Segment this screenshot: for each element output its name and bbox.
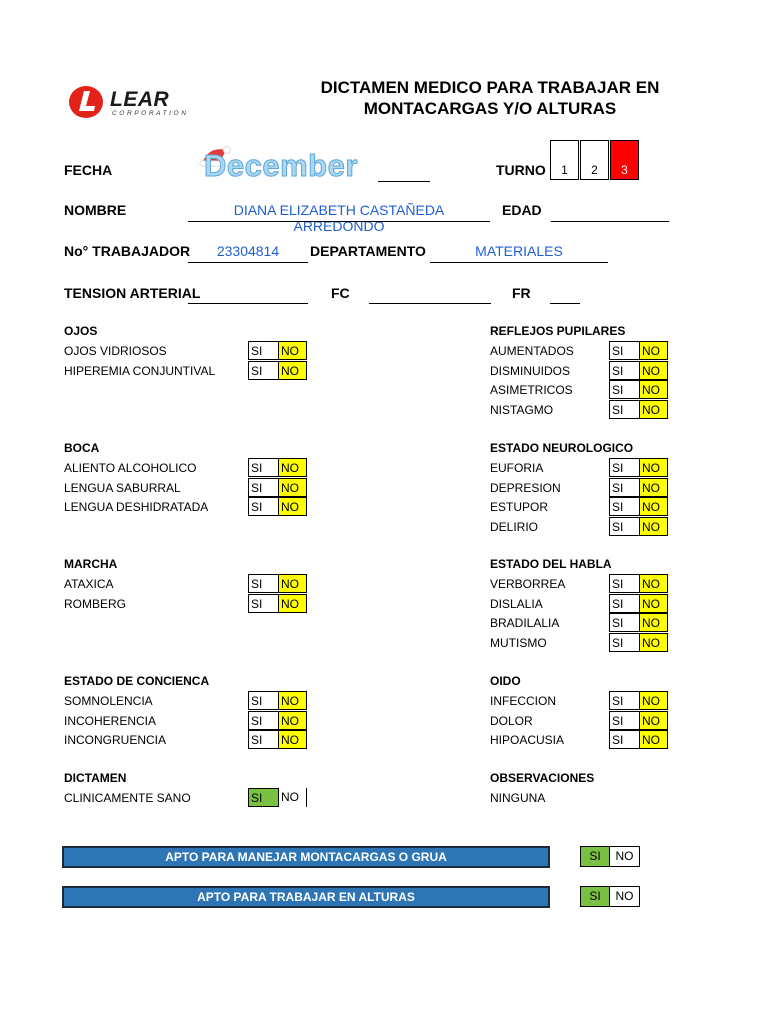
document-title-line2: MONTACARGAS Y/O ALTURAS [363, 99, 617, 118]
checklist-item-label: DISMINUIDOS [490, 363, 571, 378]
checklist-item-label: MUTISMO [490, 635, 547, 650]
si-checkbox[interactable]: SI [609, 478, 639, 497]
trabajador-underline [188, 262, 308, 263]
turno-option-2[interactable] [580, 140, 609, 180]
section-title: BOCA [64, 441, 100, 455]
si-checkbox[interactable]: SI [248, 730, 278, 749]
fecha-value: December [204, 148, 358, 183]
si-checkbox[interactable]: SI [609, 341, 639, 360]
document-title-line1: DICTAMEN MEDICO PARA TRABAJAR EN [320, 78, 660, 97]
nombre-underline [188, 221, 490, 222]
fecha-value-field[interactable] [198, 144, 378, 184]
checklist-item-label: NINGUNA [490, 791, 546, 805]
no-checkbox[interactable]: NO [639, 711, 668, 730]
logo-subtext: CORPORATION [112, 110, 189, 117]
no-checkbox[interactable]: NO [639, 380, 668, 399]
no-checkbox[interactable]: NO [639, 458, 668, 477]
section-title: MARCHA [64, 557, 118, 571]
tension-field[interactable] [188, 303, 308, 304]
checklist-item-label: ROMBERG [64, 596, 127, 611]
fr-field[interactable] [550, 303, 580, 304]
si-checkbox[interactable]: SI [609, 711, 639, 730]
section-title: OJOS [64, 324, 98, 338]
turno-option-3[interactable] [610, 140, 639, 180]
checklist-item-label: AUMENTADOS [490, 344, 574, 358]
checklist-item-label: EUFORIA [490, 461, 544, 475]
edad-label: EDAD [502, 202, 542, 218]
si-checkbox[interactable]: SI [248, 711, 278, 730]
lear-logo [68, 84, 198, 124]
si-checkbox[interactable]: SI [248, 361, 278, 380]
si-checkbox[interactable]: SI [248, 341, 278, 360]
si-checkbox[interactable]: SI [609, 613, 639, 632]
no-checkbox[interactable]: NO [278, 497, 307, 516]
checklist-item-label: DISLALIA [490, 596, 543, 611]
si-checkbox[interactable]: SI [609, 574, 639, 593]
no-checkbox[interactable]: NO [278, 788, 307, 807]
turno-option-label: 2 [591, 163, 598, 177]
section-title: ESTADO DE CONCIENCA [64, 674, 210, 688]
lear-logo-icon [68, 84, 108, 120]
no-checkbox[interactable]: NO [278, 594, 307, 613]
checklist-item-label: DELIRIO [490, 519, 539, 534]
section-title: ESTADO DEL HABLA [490, 557, 612, 571]
apto-montacargas-bar: APTO PARA MANEJAR MONTACARGAS O GRUA [62, 846, 550, 868]
no-checkbox[interactable]: NO [639, 633, 668, 652]
fc-label: FC [331, 285, 350, 301]
no-checkbox[interactable]: NO [278, 478, 307, 497]
si-checkbox[interactable]: SI [248, 497, 278, 516]
tension-label: TENSION ARTERIAL [64, 285, 201, 301]
nombre-label: NOMBRE [64, 202, 127, 218]
si-checkbox[interactable]: SI [609, 458, 639, 477]
no-checkbox[interactable]: NO [639, 691, 668, 710]
si-checkbox[interactable]: SI [609, 594, 639, 613]
no-checkbox[interactable]: NO [639, 594, 668, 613]
fc-field[interactable] [369, 303, 491, 304]
checklist-item-label: HIPOACUSIA [490, 733, 565, 747]
no-checkbox[interactable]: NO [278, 458, 307, 477]
no-checkbox[interactable]: NO [278, 691, 307, 710]
no-checkbox[interactable]: NO [278, 711, 307, 730]
no-checkbox[interactable]: NO [639, 497, 668, 516]
no-checkbox[interactable]: NO [278, 341, 307, 360]
checklist-item-label: DEPRESION [490, 480, 561, 495]
trabajador-value[interactable]: 23304814 [216, 243, 280, 259]
no-checkbox[interactable]: NO [639, 361, 668, 380]
checklist-item-label: LENGUA DESHIDRATADA [64, 500, 209, 514]
apto-montacargas-no[interactable]: NO [610, 846, 640, 867]
no-checkbox[interactable]: NO [278, 730, 307, 749]
si-checkbox[interactable]: SI [248, 478, 278, 497]
turno-label: TURNO [496, 162, 546, 178]
checklist-item-label: INCONGRUENCIA [64, 733, 167, 747]
apto-alturas-si[interactable]: SI [580, 886, 610, 907]
departamento-underline [430, 262, 608, 263]
turno-option-1[interactable] [550, 140, 579, 180]
checklist-item-label: BRADILALIA [490, 616, 560, 630]
checklist-item-label: ESTUPOR [490, 500, 549, 514]
section-title: DICTAMEN [64, 771, 127, 785]
section-title: ESTADO NEUROLOGICO [490, 441, 634, 455]
si-checkbox[interactable]: SI [248, 458, 278, 477]
apto-montacargas-si[interactable]: SI [580, 846, 610, 867]
departamento-label: DEPARTAMENTO [310, 243, 426, 259]
checklist-item-label: SOMNOLENCIA [64, 694, 153, 708]
no-checkbox[interactable]: NO [639, 574, 668, 593]
no-checkbox[interactable]: NO [639, 341, 668, 360]
apto-alturas-no[interactable]: NO [610, 886, 640, 907]
no-checkbox[interactable]: NO [278, 574, 307, 593]
checklist-item-label: ASIMETRICOS [490, 383, 573, 397]
si-checkbox[interactable]: SI [609, 730, 639, 749]
checklist-item-label: INFECCION [490, 694, 556, 708]
trabajador-label: No° TRABAJADOR [64, 243, 191, 259]
section-title: OIDO [490, 674, 521, 688]
checklist-item-label: LENGUA SABURRAL [64, 480, 181, 495]
si-checkbox[interactable]: SI [248, 788, 278, 807]
checklist-item-label: INCOHERENCIA [64, 713, 157, 728]
departamento-value[interactable]: MATERIALES [475, 243, 563, 259]
si-checkbox[interactable]: SI [609, 497, 639, 516]
checklist-item-label: CLINICAMENTE SANO [64, 791, 191, 805]
no-checkbox[interactable]: NO [639, 478, 668, 497]
no-checkbox[interactable]: NO [639, 613, 668, 632]
no-checkbox[interactable]: NO [278, 361, 307, 380]
turno-option-label: 3 [621, 163, 628, 177]
si-checkbox[interactable]: SI [248, 574, 278, 593]
logo-text: LEAR [110, 88, 170, 111]
section-title: OBSERVACIONES [490, 771, 595, 785]
si-checkbox[interactable]: SI [248, 594, 278, 613]
fr-label: FR [512, 285, 531, 301]
edad-field[interactable] [551, 221, 669, 222]
checklist-item-label: HIPEREMIA CONJUNTIVAL [64, 363, 216, 378]
checklist-item-label: NISTAGMO [490, 402, 554, 417]
checklist-item-label: OJOS VIDRIOSOS [64, 344, 167, 358]
si-checkbox[interactable]: SI [609, 361, 639, 380]
si-checkbox[interactable]: SI [609, 400, 639, 419]
no-checkbox[interactable]: NO [639, 517, 668, 536]
no-checkbox[interactable]: NO [639, 730, 668, 749]
section-title: REFLEJOS PUPILARES [490, 324, 626, 338]
checklist-item-label: VERBORREA [490, 577, 566, 591]
si-checkbox[interactable]: SI [609, 517, 639, 536]
checklist-item-label: DOLOR [490, 713, 533, 728]
si-checkbox[interactable]: SI [609, 691, 639, 710]
fecha-label: FECHA [64, 162, 113, 178]
turno-option-label: 1 [561, 163, 568, 177]
nombre-value[interactable]: DIANA ELIZABETH CASTAÑEDA ARREDONDO [233, 202, 445, 234]
checklist-item-label: ALIENTO ALCOHOLICO [64, 461, 197, 475]
si-checkbox[interactable]: SI [609, 380, 639, 399]
fecha-underline [378, 181, 430, 182]
no-checkbox[interactable]: NO [639, 400, 668, 419]
checklist-item-label: ATAXICA [64, 577, 114, 591]
apto-alturas-bar: APTO PARA TRABAJAR EN ALTURAS [62, 886, 550, 908]
si-checkbox[interactable]: SI [248, 691, 278, 710]
si-checkbox[interactable]: SI [609, 633, 639, 652]
